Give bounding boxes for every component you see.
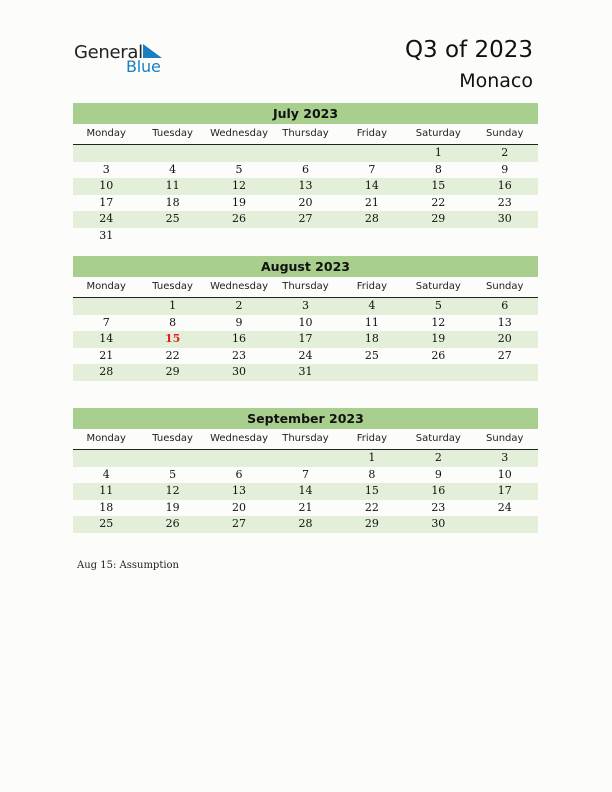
week-row [73,228,538,245]
day-cell: 24 [298,348,313,362]
day-cell: 1 [368,451,376,464]
day-cell: 12 [165,484,180,497]
day-cell [73,450,139,467]
weekday-header [73,431,538,450]
day-cell: 6 [501,299,509,312]
day-cell: 1 [434,146,442,159]
day-cell: 25 [99,517,114,530]
day-cell: 4 [102,467,110,481]
month-title: August 2023 [73,256,538,277]
day-cell: 13 [497,315,512,329]
day-cell: 27 [298,212,313,225]
month-calendar [73,408,538,533]
day-cell [339,364,405,381]
day-cell: 25 [165,212,180,225]
day-cell: 17 [497,484,512,497]
day-cell: 8 [434,162,442,176]
day-cell: 8 [169,315,177,329]
day-cell [472,364,538,381]
day-cell [139,228,205,245]
day-cell: 9 [235,315,243,329]
week-row [73,195,538,212]
day-cell: 3 [501,451,509,464]
day-cell: 11 [99,484,114,497]
day-cell: 16 [232,332,247,345]
day-cell: 23 [497,195,512,209]
day-cell: 18 [364,332,379,345]
day-cell: 16 [431,484,446,497]
holiday-day-cell: 15 [164,332,181,345]
weekday-label: Friday [356,128,388,139]
day-cell [472,228,538,245]
week-row [73,516,538,533]
page-title: Q3 of 2023 [404,37,533,63]
weekday-label: Thursday [282,281,329,292]
day-cell [272,145,338,162]
day-cell: 17 [99,195,114,209]
day-cell: 19 [232,195,247,209]
day-cell: 4 [169,162,177,176]
day-cell: 24 [497,500,512,514]
day-cell: 31 [298,365,313,378]
day-cell: 7 [301,467,309,481]
week-row [73,162,538,179]
day-cell [405,364,471,381]
day-cell: 7 [368,162,376,176]
day-cell: 20 [298,195,313,209]
day-cell: 11 [364,315,379,329]
day-cell: 18 [99,500,114,514]
day-cell: 19 [431,332,446,345]
day-cell: 16 [497,179,512,192]
day-cell: 18 [165,195,180,209]
day-cell: 28 [298,517,313,530]
week-row [73,178,538,195]
day-cell: 6 [235,467,243,481]
day-cell: 27 [497,348,512,362]
month-calendar [73,256,538,381]
day-cell: 9 [434,467,442,481]
day-cell: 5 [434,299,442,312]
day-cell: 14 [364,179,379,192]
weekday-label: Tuesday [152,433,193,444]
day-cell: 28 [99,365,114,378]
weekday-label: Saturday [415,281,461,292]
weekday-label: Sunday [486,128,524,139]
weekday-label: Monday [86,281,126,292]
weekday-label: Saturday [415,128,461,139]
weekday-label: Thursday [282,128,329,139]
weekday-label: Thursday [282,433,329,444]
day-cell: 10 [497,467,512,481]
day-cell: 27 [232,517,247,530]
day-cell: 19 [165,500,180,514]
day-cell: 22 [431,195,446,209]
day-cell: 24 [99,212,114,225]
day-cell: 13 [298,179,313,192]
weekday-label: Tuesday [152,128,193,139]
day-cell: 12 [431,315,446,329]
day-cell: 5 [169,467,177,481]
day-cell: 4 [368,299,376,312]
day-cell: 17 [298,332,313,345]
day-cell: 26 [165,517,180,530]
weekday-header [73,126,538,145]
day-cell [339,228,405,245]
week-row [73,483,538,500]
weekday-label: Wednesday [210,433,268,444]
weekday-header [73,279,538,298]
week-row [73,211,538,228]
day-cell [339,145,405,162]
day-cell: 11 [165,179,180,192]
day-cell: 25 [364,348,379,362]
day-cell: 1 [169,299,177,312]
day-cell: 10 [99,179,114,192]
day-cell: 30 [232,365,247,378]
day-cell: 15 [364,484,379,497]
week-row [73,331,538,348]
weekday-label: Friday [356,433,388,444]
day-cell [139,145,205,162]
weekday-label: Wednesday [210,128,268,139]
weekday-label: Friday [356,281,388,292]
day-cell: 2 [434,451,442,464]
day-cell: 2 [235,299,243,312]
day-cell: 31 [99,228,114,242]
day-cell: 23 [431,500,446,514]
weekday-label: Tuesday [152,281,193,292]
day-cell [272,228,338,245]
week-row [73,500,538,517]
day-cell: 26 [232,212,247,225]
day-cell: 6 [301,162,309,176]
day-cell [73,145,139,162]
day-cell: 30 [431,517,446,530]
day-cell: 7 [102,315,110,329]
brand-name-general: General [74,42,143,63]
day-cell: 20 [497,332,512,345]
day-cell: 29 [165,365,180,378]
weekday-label: Sunday [486,281,524,292]
day-cell: 13 [232,484,247,497]
day-cell [472,516,538,533]
brand-logo [74,40,174,80]
day-cell [206,145,272,162]
day-cell: 21 [364,195,379,209]
day-cell: 23 [232,348,247,362]
day-cell: 20 [232,500,247,514]
week-row [73,364,538,381]
day-cell: 29 [431,212,446,225]
day-cell [206,228,272,245]
day-cell: 10 [298,315,313,329]
weekday-label: Monday [86,433,126,444]
day-cell: 3 [301,299,309,312]
week-row [73,450,538,467]
weekday-label: Saturday [415,433,461,444]
month-title: July 2023 [73,103,538,124]
weekday-label: Wednesday [210,281,268,292]
day-cell: 5 [235,162,243,176]
brand-name-blue: Blue [126,57,161,76]
day-cell: 26 [431,348,446,362]
day-cell: 3 [102,162,110,176]
day-cell: 29 [364,517,379,530]
day-cell: 22 [364,500,379,514]
country-name: Monaco [459,70,533,92]
day-cell [272,450,338,467]
month-title: September 2023 [73,408,538,429]
day-cell [405,228,471,245]
day-cell: 15 [431,179,446,192]
day-cell: 2 [501,146,509,159]
day-cell [73,298,139,315]
day-cell: 28 [364,212,379,225]
week-row [73,145,538,162]
week-row [73,315,538,332]
holiday-note: Aug 15: Assumption [77,560,180,571]
day-cell: 14 [99,332,114,345]
day-cell: 14 [298,484,313,497]
day-cell: 21 [99,348,114,362]
week-row [73,348,538,365]
day-cell: 30 [497,212,512,225]
day-cell: 12 [232,179,247,192]
day-cell: 8 [368,467,376,481]
week-row [73,298,538,315]
day-cell [206,450,272,467]
day-cell: 21 [298,500,313,514]
week-row [73,467,538,484]
day-cell: 22 [165,348,180,362]
month-calendar [73,103,538,244]
day-cell [139,450,205,467]
weekday-label: Monday [86,128,126,139]
weekday-label: Sunday [486,433,524,444]
day-cell: 9 [501,162,509,176]
